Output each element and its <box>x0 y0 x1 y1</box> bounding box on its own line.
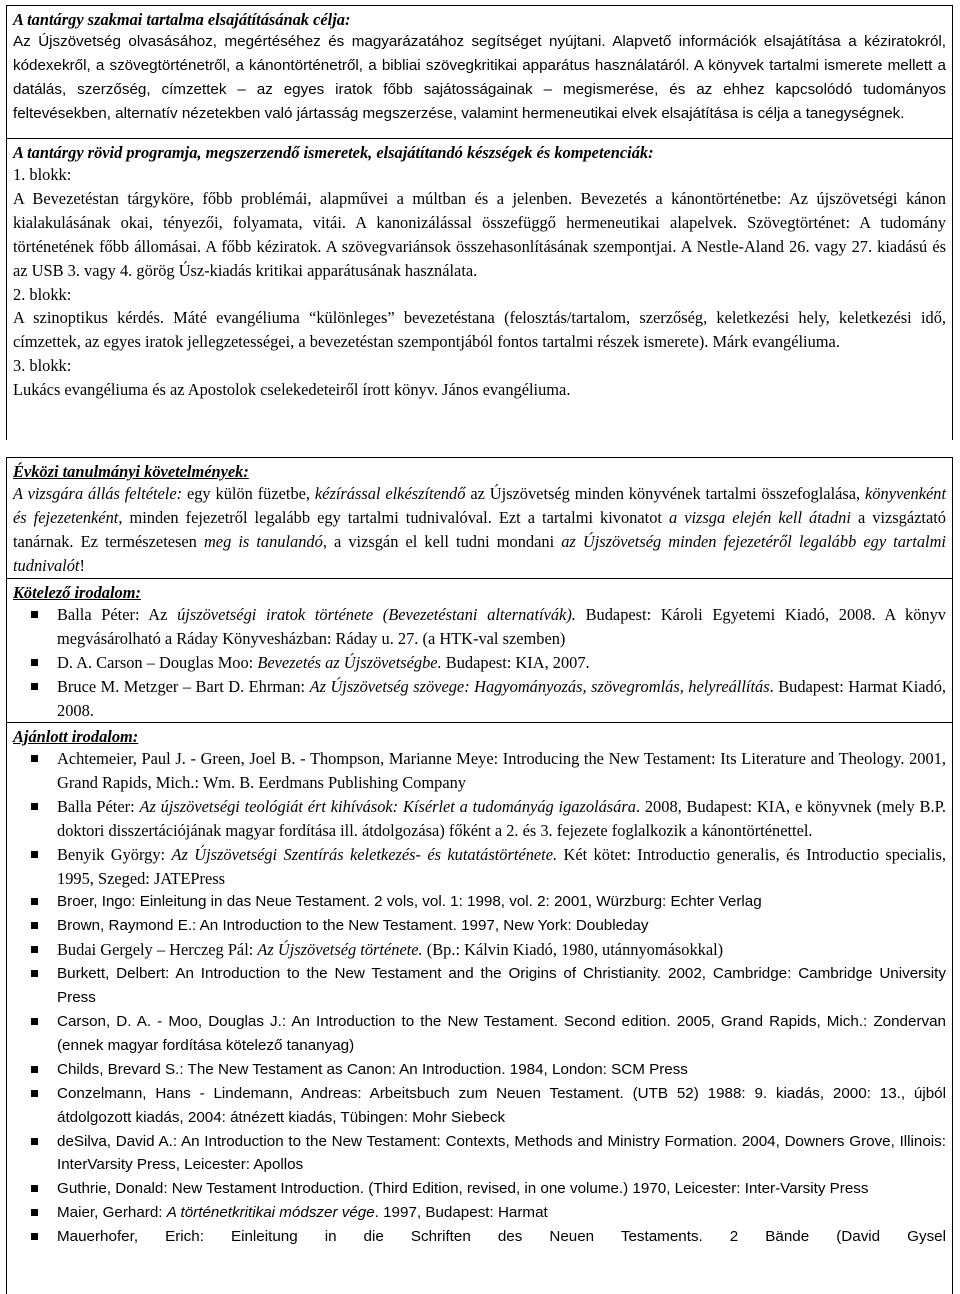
block-1-label: 1. blokk: <box>13 165 72 184</box>
bullet-icon <box>31 683 38 690</box>
ref-part: D. A. Carson – Douglas Moo: <box>57 652 258 672</box>
section-body <box>7 163 952 402</box>
ref-text: Achtemeier, Paul J. - Green, Joel B. - Thompson, Marianne Meye: Introducing the New Testament: Its Literature and Theology. 2001, Grand Rapids, Mich.: Wm. B. Eerdmans Publishing Company <box>57 749 946 792</box>
list-item <box>13 914 946 938</box>
list-item <box>13 890 946 914</box>
bullet-icon <box>31 1090 38 1097</box>
list-item <box>13 747 946 795</box>
section-body <box>7 30 952 126</box>
list-item <box>13 603 946 651</box>
ref-title: Az Újszövetség szövege: Hagyományozás, szövegromlás, helyreállítás <box>309 676 770 696</box>
block-3-text: Lukács evangéliuma és az Apostolok cselekedeteiről írott könyv. János evangéliuma. <box>13 380 571 400</box>
bullet-icon <box>31 898 38 905</box>
ref-part: Budapest: Károli Egyetemi Kiadó, 2008. A könyv megvásárolható a Ráday Könyvesházban: Ráday u. 27. (a HTK-val szemben) <box>57 605 947 648</box>
ref-text: Broer, Ingo: Einleitung in das Neue Testament. 2 vols, vol. 1: 1998, vol. 2: 2001, Würzburg: Echter Verlag <box>57 893 762 911</box>
list-item <box>13 1058 946 1082</box>
ref-part: Bruce M. Metzger – Bart D. Ehrman: <box>57 676 310 696</box>
block-2-text: A szinoptikus kérdés. Máté evangéliuma “különleges” bevezetéstana (felosztás/tartalom, szerzőség, keletkezési hely, keletkezési idő, címzettek, az egyes iratok jellegzetességei, a bevezetéstan szempontjából fontos tartalmi részek ismerete). Márk evangéliuma. <box>13 308 946 352</box>
list-item <box>13 1082 946 1130</box>
section-heading: A tantárgy szakmai tartalma elsajátításának célja: <box>7 5 952 30</box>
ref-part: Budai Gergely – Herczeg Pál: <box>57 940 258 960</box>
section-body <box>7 747 952 1249</box>
bullet-icon <box>31 1233 38 1240</box>
req-part: a vizsgáztató tanárnak. Ez természetesen <box>13 507 946 551</box>
section-requirements <box>6 457 953 581</box>
list-item <box>13 651 946 675</box>
bullet-icon <box>31 803 38 810</box>
bullet-icon <box>31 922 38 929</box>
req-part: az Újszövetség minden fejezetéről legalább egy tartalmi tudnivalót <box>13 531 946 575</box>
list-item <box>13 1130 946 1178</box>
required-reading-list <box>13 603 946 723</box>
ref-text: deSilva, David A.: An Introduction to the New Testament: Contexts, Methods and Ministry Formation. 2004, Downers Grove, Illinois: InterVarsity Press, Leicester: Apollos <box>57 1132 946 1174</box>
section-body <box>7 482 952 578</box>
section-recommended-reading <box>6 722 953 1294</box>
list-item <box>13 675 946 723</box>
list-item <box>13 938 946 962</box>
bullet-icon <box>31 611 38 618</box>
recommended-reading-list <box>13 747 946 1249</box>
section-heading: Kötelező irodalom: <box>7 578 952 603</box>
req-part: egy külön füzetbe, <box>182 484 315 503</box>
req-part: az Újszövetség minden könyvének tartalmi összefoglalása, <box>465 484 866 503</box>
bullet-icon <box>31 1185 38 1192</box>
section-heading: A tantárgy rövid programja, megszerzendő ismeretek, elsajátítandó készségek és kompetenciák: <box>7 138 952 163</box>
ref-title: A történetkritikai módszer vége <box>166 1204 375 1222</box>
bullet-icon <box>31 659 38 666</box>
ref-title: Az újszövetségi teológiát ért kihívások: Kísérlet a tudományág igazolására <box>139 796 636 816</box>
section-heading: Évközi tanulmányi követelmények: <box>7 457 952 482</box>
req-part: a vizsga elején kell átadni <box>668 507 851 527</box>
ref-title: Az Újszövetség története. <box>257 940 423 960</box>
ref-text: Conzelmann, Hans - Lindemann, Andreas: Arbeitsbuch zum Neuen Testament. (UTB 52) 1988: 9. kiadás, 2000: 13., újból átdolgozott kiadás, 2004: átnézett kiadás, Tübingen: Mohr Siebeck <box>57 1084 946 1126</box>
bullet-icon <box>31 755 38 762</box>
bullet-icon <box>31 1066 38 1073</box>
req-part: ! <box>79 555 85 575</box>
ref-title: Bevezetés az Újszövetségbe. <box>257 652 442 672</box>
block-2-label: 2. blokk: <box>13 284 72 304</box>
bullet-icon <box>31 1209 38 1216</box>
ref-part: . 1997, Budapest: Harmat <box>374 1204 548 1222</box>
ref-text: Burkett, Delbert: An Introduction to the New Testament and the Origins of Christianity. 2002, Cambridge: Cambridge University Press <box>57 965 946 1007</box>
ref-part: Benyik György: <box>57 844 172 864</box>
ref-title: Az Újszövetségi Szentírás keletkezés- és kutatástörténete. <box>171 844 558 864</box>
ref-part: Budapest: KIA, 2007. <box>441 652 590 672</box>
goal-paragraph-1: Az Újszövetség olvasásához, megértéséhez és magyarázatához segítséget nyújtani. Alapvető információk elsajátítása a kéziratokról, kódexekről, a szövegtörténetről, a kánontörténetről, a bibliai szövegkritikai apparátus használatáról. <box>13 33 946 74</box>
req-part: könyvenként és fejezetenként <box>13 484 947 527</box>
goal-paragraph-2: A könyvek tartalmi ismerete mellett a datálás, szerzőség, címzettek – az egyes iratok főbb sajátosságainak – megismerése, és az ehhez kapcsolódó tudományos feltevésekben, alternatív nézetekben való jártasság megszerzése, valamint hermeneutikai elvek elsajátítása is célja a tanegységnek. <box>13 56 946 122</box>
req-part: A vizsgára állás feltétele: <box>13 484 183 503</box>
req-part: , a vizsgán el kell tudni mondani <box>322 531 562 551</box>
list-item <box>13 962 946 1010</box>
req-part: kézírással elkészítendő <box>314 484 466 503</box>
ref-part: Balla Péter: Az <box>57 605 178 624</box>
block-1-text: A Bevezetéstan tárgyköre, főbb problémái, alapművei a múltban és a jelenben. Bevezetés a kánontörténetbe: Az újszövetségi kánon kialakulásának okai, tényezői, folyamata, vitái. A kanonizálással összefüggő hermeneutikai alapelvek. Szövegtörténet: A tudomány történetének főbb állomásai. A főbb kéziratok. A szövegvariánsok összehasonlításának szempontjai. A Nestle-Aland 26. vagy 27. kiadású és az USB 3. vagy 4. görög Úsz-kiadás kritikai apparátusának használata. <box>13 188 946 280</box>
ref-title: újszövetségi iratok története (Bevezetéstani alternatívák). <box>177 605 576 624</box>
list-item <box>13 843 946 891</box>
req-part: meg is tanulandó <box>203 531 323 551</box>
ref-part: . Budapest: Harmat Kiadó, 2008. <box>57 676 947 720</box>
ref-text: Brown, Raymond E.: An Introduction to the New Testament. 1997, New York: Doubleday <box>57 917 649 935</box>
section-required-reading <box>6 578 953 722</box>
ref-part: Balla Péter: <box>57 796 140 816</box>
list-item <box>13 1010 946 1058</box>
list-item <box>13 1225 946 1249</box>
bullet-icon <box>31 970 38 977</box>
ref-text: Childs, Brevard S.: The New Testament as Canon: An Introduction. 1984, London: SCM Press <box>57 1060 688 1078</box>
section-heading: Ajánlott irodalom: <box>7 722 952 747</box>
bullet-icon <box>31 1138 38 1145</box>
ref-part: (Bp.: Kálvin Kiadó, 1980, utánnyomásokkal) <box>422 940 724 960</box>
bullet-icon <box>31 851 38 858</box>
req-part: , minden fejezetről legalább egy tartalmi tudnivalóval. Ezt a tartalmi kivonatot <box>118 507 669 527</box>
ref-text: Carson, D. A. - Moo, Douglas J.: An Introduction to the New Testament. Second edition. 2005, Grand Rapids, Mich.: Zondervan (ennek magyar fordítása kötelező tananyag) <box>57 1012 946 1054</box>
section-course-goal <box>6 5 953 138</box>
ref-part: Maier, Gerhard: <box>57 1204 167 1222</box>
bullet-icon <box>31 1018 38 1025</box>
block-3-label: 3. blokk: <box>13 356 72 376</box>
requirements-paragraph <box>13 482 946 578</box>
list-item <box>13 1201 946 1225</box>
list-item <box>13 795 946 843</box>
ref-text: Mauerhofer, Erich: Einleitung in die Schriften des Neuen Testaments. 2 Bände (David Gysel <box>57 1228 946 1246</box>
ref-part: . 2008, Budapest: KIA, e könyvnek (mely B.P. doktori disszertációjának magyar fordítása ill. átdolgozása) főként a 2. és 3. fejezete foglalkozik a kánontörténettel. <box>57 796 946 840</box>
section-body <box>7 603 952 723</box>
bullet-icon <box>31 946 38 953</box>
list-item <box>13 1177 946 1201</box>
ref-part: Két kötet: Introductio generalis, és Introductio specialis, 1995, Szeged: JATEPress <box>57 844 946 888</box>
section-program <box>6 138 953 440</box>
ref-text: Guthrie, Donald: New Testament Introduction. (Third Edition, revised, in one volume.) 1970, Leicester: Inter-Varsity Press <box>57 1180 869 1198</box>
